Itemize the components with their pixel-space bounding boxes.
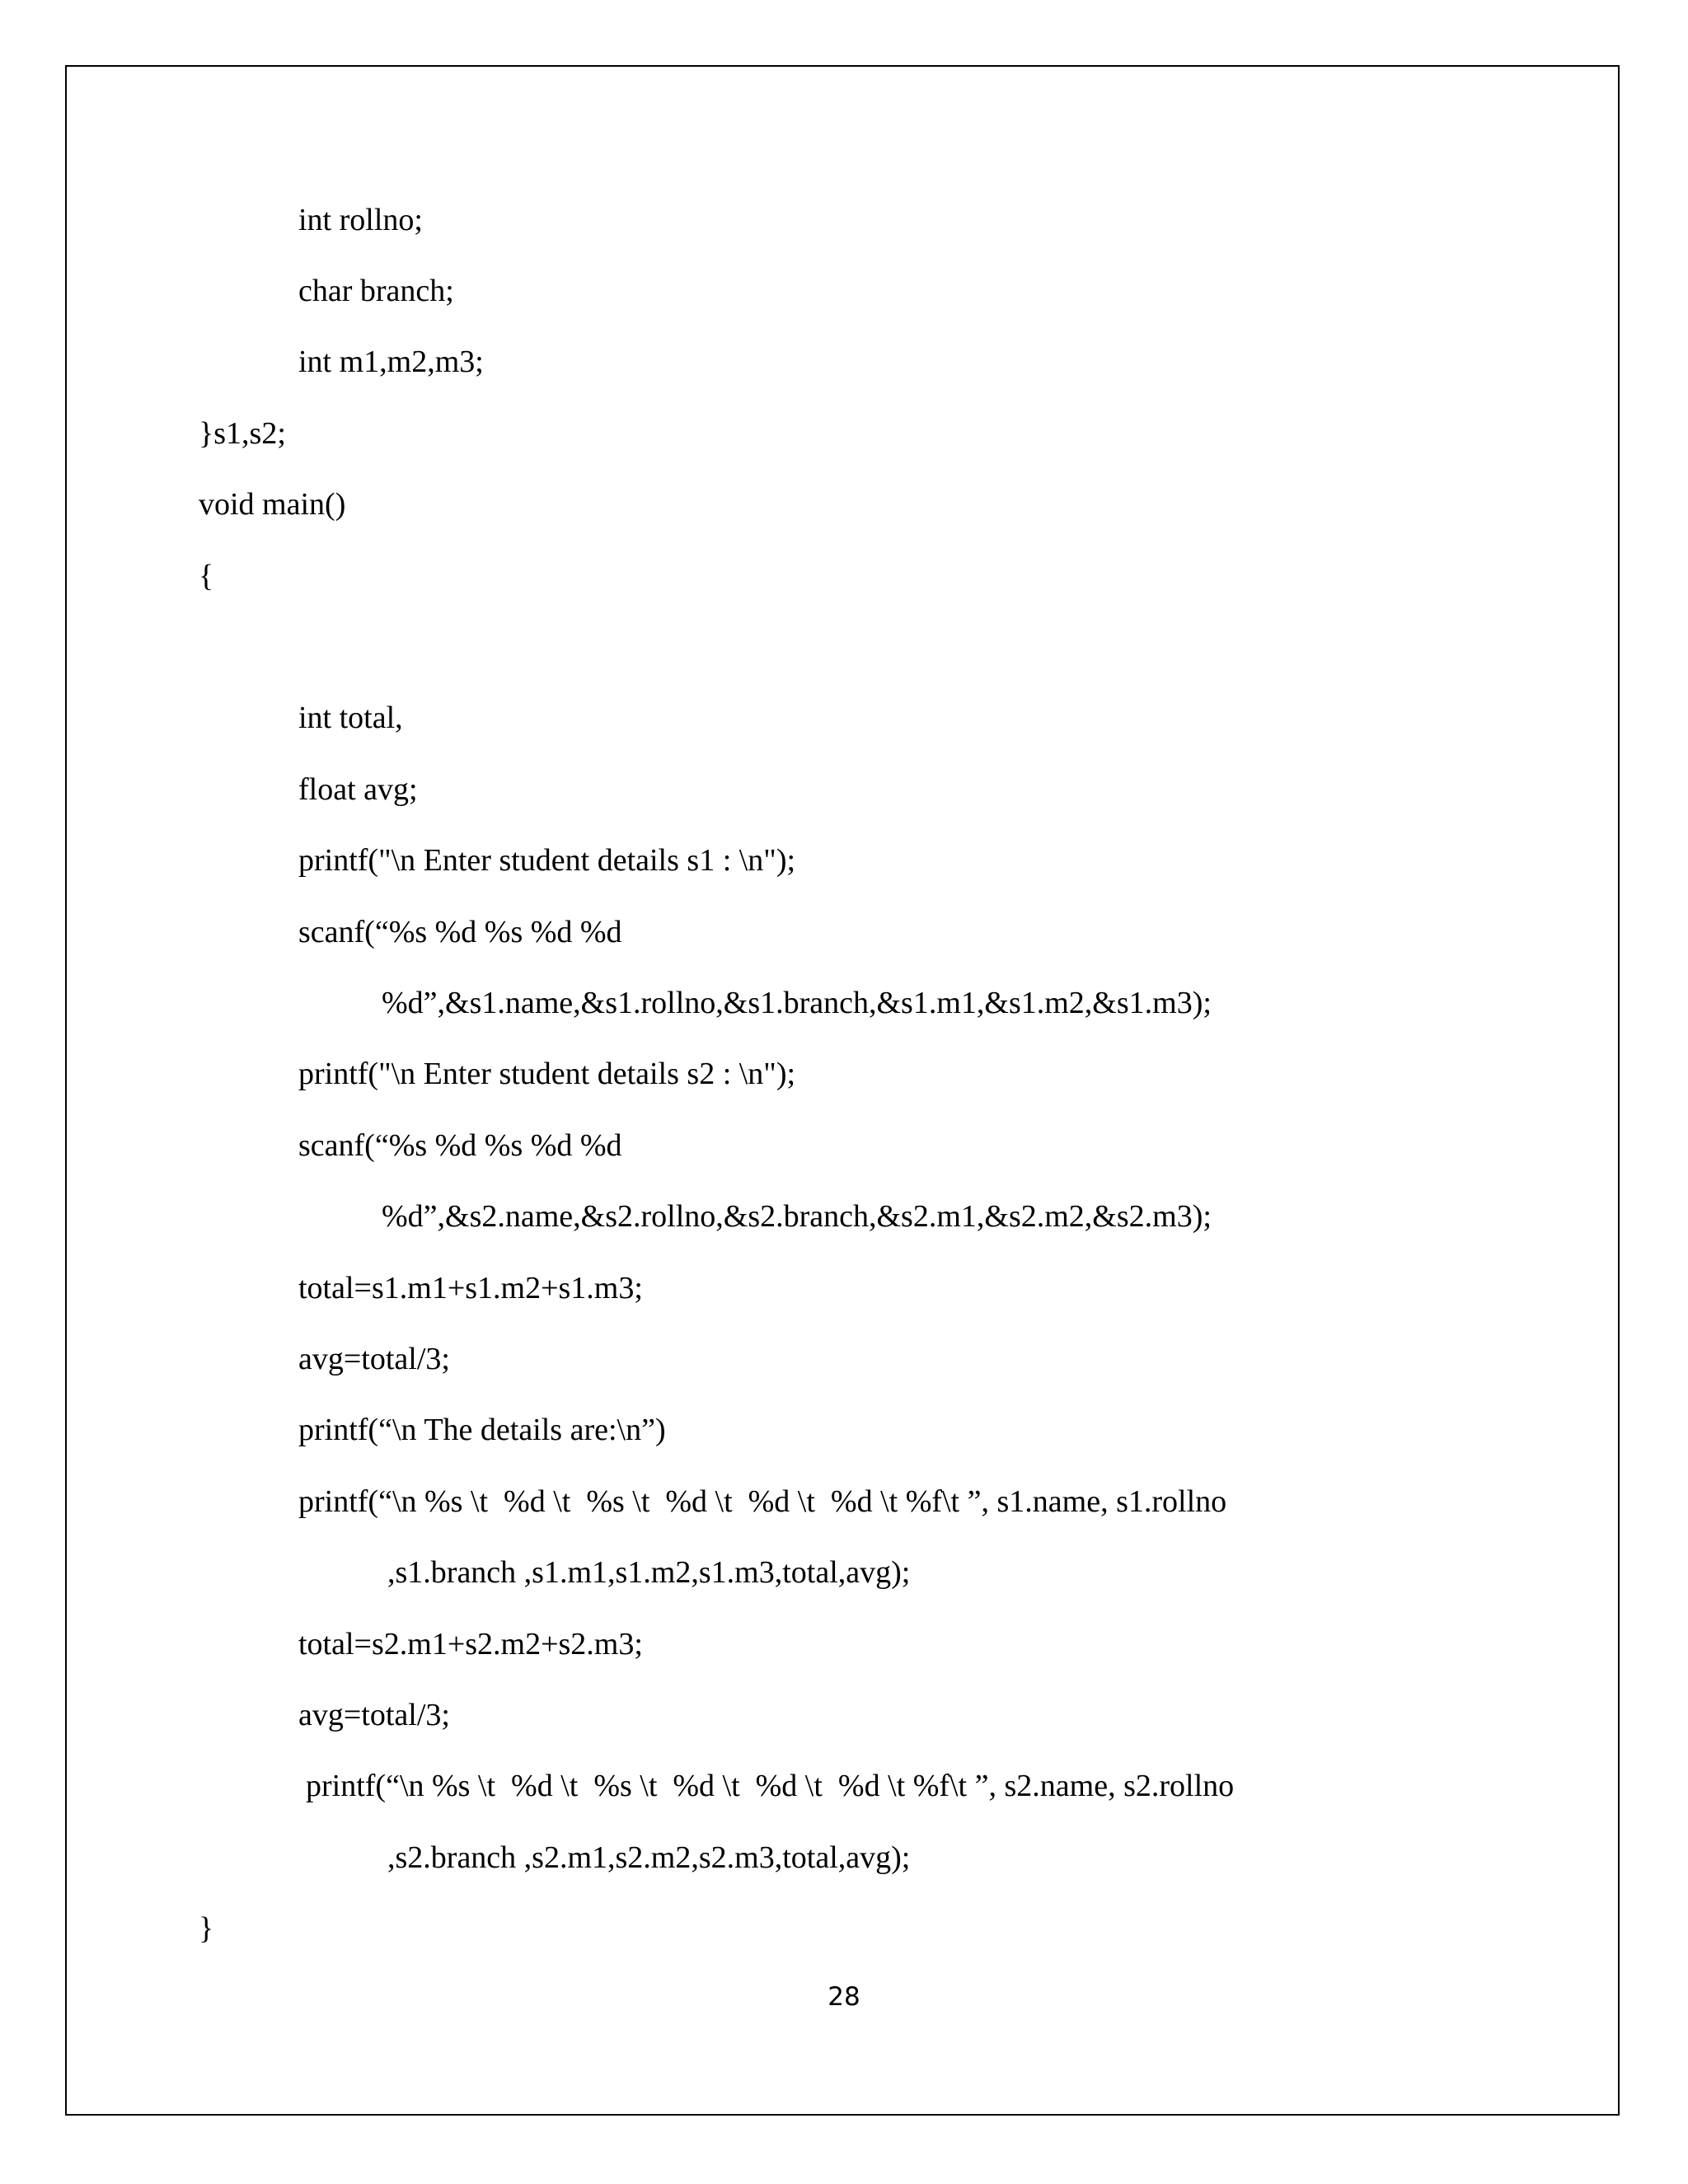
- code-line: printf("\n Enter student details s1 : \n");: [298, 843, 796, 878]
- code-line: ,s1.branch ,s1.m1,s1.m2,s1.m3,total,avg);: [387, 1555, 911, 1590]
- code-line: float avg;: [298, 772, 418, 807]
- code-line: scanf(“%s %d %s %d %d: [298, 1128, 622, 1163]
- code-line: scanf(“%s %d %s %d %d: [298, 915, 622, 949]
- code-line: char branch;: [298, 274, 454, 308]
- code-line: {: [199, 559, 214, 593]
- code-line: int m1,m2,m3;: [298, 344, 484, 379]
- code-line: printf(“\n %s \t %d \t %s \t %d \t %d \t %d \t %f\t ”, s2.name, s2.rollno: [306, 1769, 1235, 1803]
- code-line: printf(“\n %s \t %d \t %s \t %d \t %d \t %d \t %f\t ”, s1.name, s1.rollno: [298, 1484, 1227, 1519]
- page-number: 28: [828, 1982, 860, 2012]
- code-line: int rollno;: [298, 203, 423, 237]
- code-line: total=s1.m1+s1.m2+s1.m3;: [298, 1271, 643, 1305]
- code-line: printf(“\n The details are:\n”): [298, 1413, 666, 1447]
- code-line: %d”,&s1.name,&s1.rollno,&s1.branch,&s1.m1,&s1.m2,&s1.m3);: [382, 986, 1212, 1020]
- code-line: printf("\n Enter student details s2 : \n");: [298, 1057, 796, 1091]
- code-line: avg=total/3;: [298, 1342, 450, 1376]
- code-line: }s1,s2;: [199, 416, 286, 451]
- code-line: total=s2.m1+s2.m2+s2.m3;: [298, 1627, 643, 1661]
- code-line: %d”,&s2.name,&s2.rollno,&s2.branch,&s2.m1,&s2.m2,&s2.m3);: [382, 1199, 1212, 1234]
- code-line: ,s2.branch ,s2.m1,s2.m2,s2.m3,total,avg);: [387, 1840, 911, 1875]
- code-line: int total,: [298, 701, 403, 735]
- code-line: void main(): [199, 487, 346, 522]
- code-line: avg=total/3;: [298, 1698, 450, 1732]
- code-line: }: [199, 1911, 214, 1946]
